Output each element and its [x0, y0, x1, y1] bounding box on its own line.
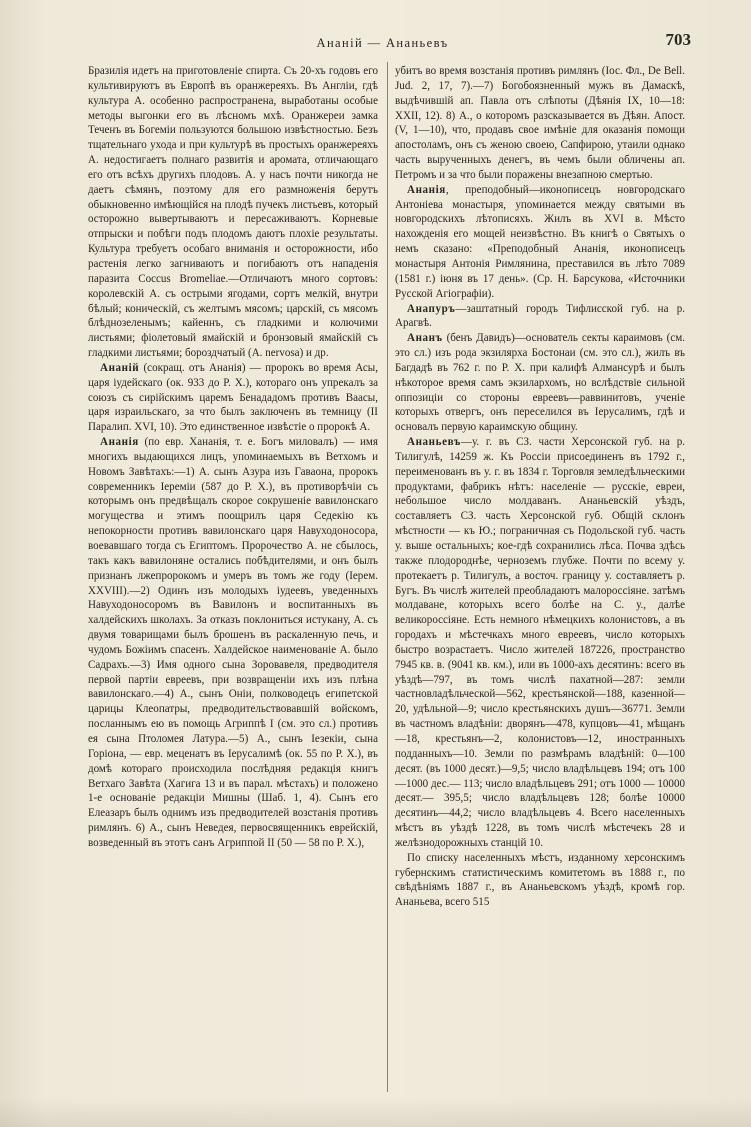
entry-headword: Анапуръ	[407, 302, 456, 315]
running-head: Ананій — Ананьевъ	[316, 36, 449, 50]
entry-headword: Ананъ	[407, 332, 443, 345]
page-header	[80, 30, 691, 54]
paragraph	[395, 331, 685, 435]
entry-headword: Ананія	[407, 183, 446, 196]
paragraph-text: убитъ во время возстанія противъ римлянъ (Іос. Фл., De Bell. Jud. 2, 17, 7).—7) Богобоязненный мужъ въ Дамаскѣ, выдѣчившій ап. Павла отъ слѣпоты (Дѣянія IX, 10—18: XXII, 12). 8) А., о которомъ разсказывается въ Дѣян. Апост. (V, 1—10), что, продавъ свое имѣніе для оказанія помощи апостоламъ, онъ съ женою своею, Сапфирою, утаили однако часть вырученныхъ денегъ, въ чемъ были обличены ап. Петромъ и за что были поражены внезапною смертью.	[395, 65, 685, 181]
entry-headword: Ананій	[100, 361, 140, 374]
paragraph-text: —у. г. въ СЗ. части Херсонской губ. на р. Тилигулѣ, 14259 ж. Къ Россіи присоединенъ въ 1792 г., переименованъ въ у. г. въ 1834 г. Торговля земледѣльческими продуктами, фабрикъ нѣтъ: населеніе — русскіе, евреи, небольшое число молдаванъ. Ананьевскій уѣздъ, составляетъ СЗ. часть Херсонской губ. Общій склонъ мѣстности — къ Ю.; пограничная съ Подольской губ. часть у. выше остальныхъ; кое-гдѣ сохранились лѣса. Почва здѣсь также плодороднѣе, черноземъ глубже. Почти по всему у. протекаетъ р. Тилигулъ, а восточ. границу у. составляетъ р. Бугъ. Въ числѣ жителей преобладаютъ малороссіяне. затѣмъ молдаване, которыхъ всего болѣе на С. у., далѣе великороссіяне. Есть немного нѣмецкихъ колонистовъ, а въ городахъ и мѣстечкахъ много евреевъ, число которыхъ быстро возрастаетъ. Число жителей 187226, пространство 7945 кв. в. (9041 кв. км.), или въ 1000-ахъ десятинъ: всего въ уѣздѣ—797, въ томъ числѣ пахатной—287: земли частновладѣльческой—562, крестьянской—188, казенной—20, удѣльной—9; число крестьянскихъ душъ—36771. Земли въ частномъ владѣніи: дворянъ—478, купцовъ—41, мѣщанъ—18, крестьянъ—2, колонистовъ—12, иностранныхъ подданныхъ—10. Земли по размѣрамъ владѣній: 0—100 десят. (въ 1000 десят.)—9,5; число владѣльцевъ 194; отъ 100—1000 дес.— 113; число владѣльцевъ 291; отъ 1000 — 10000 десят.— 395,5; число владѣльцевъ 128; болѣе 10000 десятинъ—44,2; число владѣльцевъ 4. Всего населенныхъ мѣстъ въ уѣздѣ 1228, въ томъ числѣ мѣстечекъ 28 и желѣзнодорожныхъ станцій 10.	[395, 436, 685, 849]
page-edge-shadow	[0, 1097, 751, 1127]
paragraph	[395, 64, 685, 183]
paragraph	[395, 851, 685, 910]
paragraph	[88, 361, 378, 435]
paragraph-text: —заштатный городъ Тифлисской губ. на р. Арагвѣ.	[395, 302, 685, 330]
paragraph-text: (по евр. Хананія, т. е. Богъ миловалъ) — имя многихъ выдающихся лицъ, упоминаемыхъ въ Ветхомъ и Новомъ Завѣтахъ:—1) А. сынъ Азура изъ Гаваона, пророкъ современникъ Іереміи (587 до Р. Х.), въ противорѣчіи съ которымъ онъ предвѣщалъ скорое сокрушеніе вавилонскаго могущества и этимъ поощрилъ царя Седекію къ непокорности противъ вавилонскаго царя Навуходоносора, воевавшаго тогда съ Египтомъ. Пророчество А. не сбылось, такъ какъ вавилоняне остались побѣдителями, и онъ былъ признанъ лжепророкомъ и умеръ въ томъ же году (Іерем. XXVIII).—2) Одинъ изъ молодыхъ іудеевъ, уведенныхъ Навуходоносоромъ въ Вавилонъ и воспитанныхъ въ халдейскихъ школахъ. За отказъ поклониться истукану, А. съ двумя товарищами былъ брошенъ въ раскаленную печь, и чудомъ Божіимъ спасенъ. Халдейское наименованіе А. было Садрахъ.—3) Имя одного сына Зоровавеля, предводителя первой партіи евреевъ, при возвращеніи ихъ изъ плѣна вавилонскаго.—4) А., сынъ Оніи, полководецъ египетской царицы Клеопатры, предводительствовавшій войскомъ, посланнымъ ею въ помощь Агриппѣ I (см. это сл.) противъ ея сына Птоломея Латура.—5) А., сынъ Іезекіи, сына Гоpiона, — евр. меценатъ въ Іерусалимѣ (ок. 55 по Р. Х.), въ домѣ котораго происходила послѣдняя редакція книгъ Ветхаго Завѣта (Хагига 13 и въ парал. мѣстахъ) и положено 1-е основаніе редакціи Мишны (Шаб. 1, 4). Сынъ его Елеазаръ былъ однимъ изъ предводителей возстанія противъ римлянъ. 6) А., сынъ Неведея, первосвященникъ еврейскій, возведенный въ этотъ санъ Агриппой II (50 — 58 по Р. Х.),	[88, 436, 378, 849]
paragraph-text: (сокращ. отъ Ананія) — пророкъ во время Асы, царя іудейскаго (ок. 933 до Р. Х.), котораго онъ упрекалъ за союзъ съ сирійскимъ царемъ Бенададомъ противъ Ваасы, царя израильскаго, за что былъ заключенъ въ темницу (II Паралип. XVI, 10). Это единственное извѣстіе о пророкѣ А.	[88, 361, 378, 434]
entry-headword: Ананія	[100, 436, 139, 449]
column-divider	[387, 62, 388, 1092]
paragraph-text: По списку населенныхъ мѣстъ, изданному херсонскимъ губернскимъ статистическимъ комитетомъ въ 1888 г., по свѣдѣніямъ 1887 г., въ Ананьевскомъ уѣздѣ, кромѣ гор. Ананьева, всего 515	[395, 851, 685, 909]
paragraph-text: Бразилія идетъ на приготовленіе спирта. Съ 20-хъ годовъ его культивируютъ въ Европѣ въ оранжереяхъ. Въ Англіи, гдѣ культура А. особенно распространена, выработаны особые методы выгонки его въ лѣсномъ мхѣ. Оранжереи замка Теченъ въ Богеміи пользуются большою извѣстностью. Безъ тщательнаго ухода и при культурѣ въ простыхъ оранжереяхъ А. недостигаетъ полнаго развитія и аромата, отличающаго его отъ всѣхъ другихъ плодовъ. А. у насъ почти никогда не даетъ сѣмянъ, поэтому для его размноженія берутъ обыкновенно имѣющійся на плодѣ пучекъ листьевъ, который осторожно вывертываютъ и пересаживаютъ. Корневые отпрыски и побѣги подъ плодомъ даютъ плохіе результаты. Культура требуетъ особаго вниманія и осторожности, ибо растенія легко загниваютъ и погибаютъ отъ нападенія паразита Coccus Bromeliae.—Отличаютъ много сортовъ: королевскій А. съ острыми ягодами, сортъ мелкій, внутри бѣлый; коническій, съ желтымъ мясомъ; царскій, съ мясомъ блѣднозеленымъ; кайеннъ, съ гладкими и колючими листьями; фіолетовый ямайскій и бронзовый ямайскій съ гладкими листьями; бороздчатый (A. nervosa) и др.	[88, 65, 378, 360]
paragraph	[88, 435, 378, 851]
paragraph	[395, 435, 685, 851]
paragraph	[88, 64, 378, 361]
paragraph-text: (бенъ Давидъ)—основатель секты караимовъ (см. это сл.) изъ рода экзилярха Бостонаи (см. это сл.), жилъ въ Багдадѣ въ 762 г. по Р. Х. при калифѣ Алмансурѣ и былъ нѣкоторое время самъ экзилархомъ, но вслѣдствіе сильной оппозиціи со стороны евреевъ—раввинитовъ, ученіе которыхъ отвергъ, онъ переселился въ Іерусалимъ, гдѣ и основалъ первую караимскую общину.	[395, 332, 685, 434]
right-column	[395, 64, 685, 910]
page-number: 703	[665, 30, 691, 49]
left-column	[88, 64, 378, 851]
paragraph	[395, 183, 685, 302]
paragraph-text: , преподобный—иконописецъ новгородскаго Антоніева монастыря, упоминается между святыми въ новгородскихъ лѣтописяхъ. Жилъ въ XVI в. Мѣсто нахожденія его мощей неизвѣстно. Въ книгѣ о Святыхъ о немъ сказано: «Преподобный Ананія, иконописецъ монастыря Антонія Римлянина, преставился въ лѣто 7089 (1581 г.) іюня въ 17 день». (Ср. Н. Барсукова, «Источники Русской Агіографіи).	[395, 183, 685, 300]
entry-headword: Ананьевъ	[407, 436, 461, 449]
paragraph	[395, 302, 685, 332]
